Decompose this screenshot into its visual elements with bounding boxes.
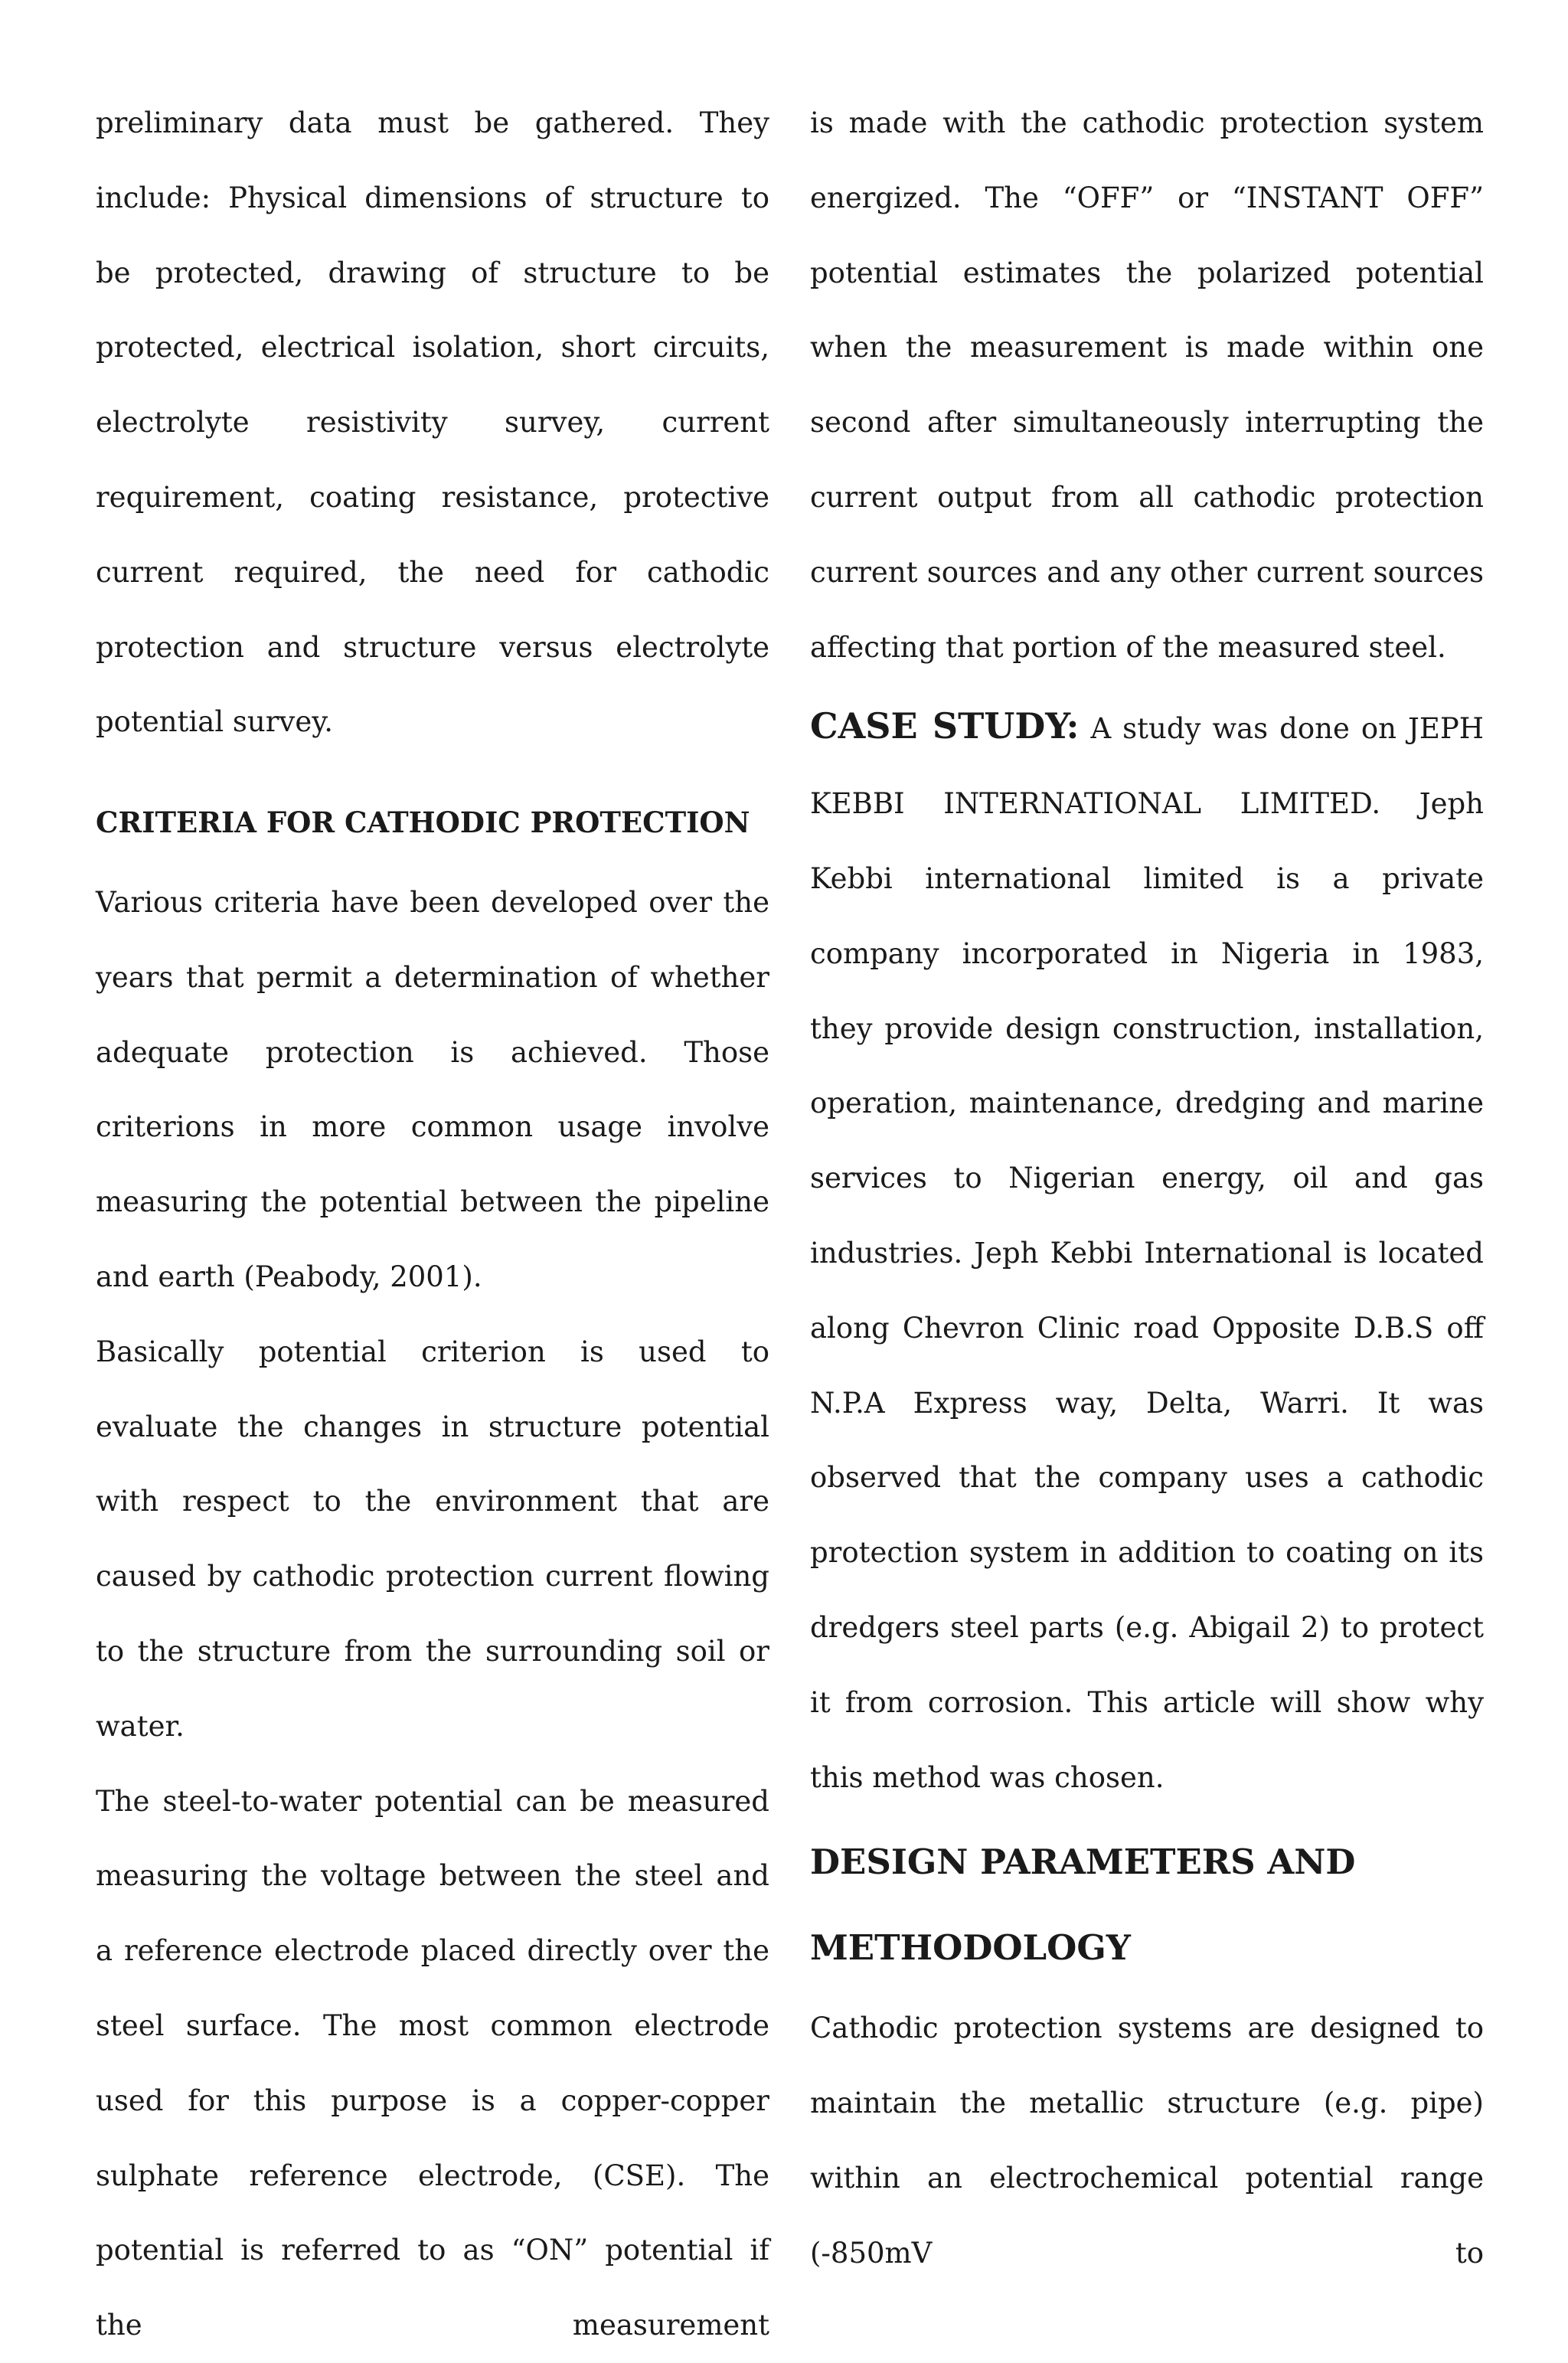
criteria-paragraph-3: The steel-to-water potential can be measured measuring the voltage between the steel and a reference electrode placed directly over the steel surface. The most common electrode used for this purpose is a copper-copper sulphate reference electrode, (CSE). The potential is referred to as “ON” potential if the measurement xyxy=(96,1784,769,2342)
left-column xyxy=(96,86,769,2363)
criteria-heading: CRITERIA FOR CATHODIC PROTECTION xyxy=(96,806,750,840)
design-heading-line-2: METHODOLOGY xyxy=(810,1927,1131,1969)
spacer xyxy=(96,760,769,786)
right-column xyxy=(810,86,1484,2291)
case-study-paragraph xyxy=(810,689,1484,1815)
intro-paragraph: preliminary data must be gathered. They include: Physical dimensions of structure to be protected, drawing of structure to be protected, electrical isolation, short circuits, electrolyte resistivity survey, current requirement, coating resistance, protective current required, the need for cathodic protection and structure versus electrolyte potential survey. xyxy=(96,106,769,739)
continued-paragraph: is made with the cathodic protection system energized. The “OFF” or “INSTANT OFF” potential estimates the polarized potential when the measurement is made within one second after simultaneously interrupting the current output from all cathodic protection current sources and any other current sources affecting that portion of the measured steel. xyxy=(810,106,1484,664)
criteria-paragraph-1: Various criteria have been developed over the years that permit a determination of whether adequate protection is achieved. Those criterions in more common usage involve measuring the potential between the pipeline and earth (Peabody, 2001). xyxy=(96,885,769,1293)
case-study-label: CASE STUDY: xyxy=(810,705,1080,747)
design-heading-line-1: DESIGN PARAMETERS AND xyxy=(810,1842,1356,1883)
criteria-paragraph-2: Basically potential criterion is used to evaluate the changes in structure potential with respect to the environment that are caused by cathodic protection current flowing to the structure from the surrounding soil or water. xyxy=(96,1335,769,1743)
case-study-text: A study was done on JEPH KEBBI INTERNATIONAL LIMITED. Jeph Kebbi international limited is a private company incorporated in Nigeria in 1983, they provide design construction, installation, operation, maintenance, dredging and marine services to Nigerian energy, oil and gas industries. Jeph Kebbi International is located along Chevron Clinic road Opposite D.B.S off N.P.A Express way, Delta, Warri. It was observed that the company uses a cathodic protection system in addition to coating on its dredgers steel parts (e.g. Abigail 2) to protect it from corrosion. This article will show why this method was chosen. xyxy=(810,712,1484,1794)
design-paragraph: Cathodic protection systems are designed to maintain the metallic structure (e.g. pipe) within an electrochemical potential range (-850mV to xyxy=(810,2012,1484,2270)
